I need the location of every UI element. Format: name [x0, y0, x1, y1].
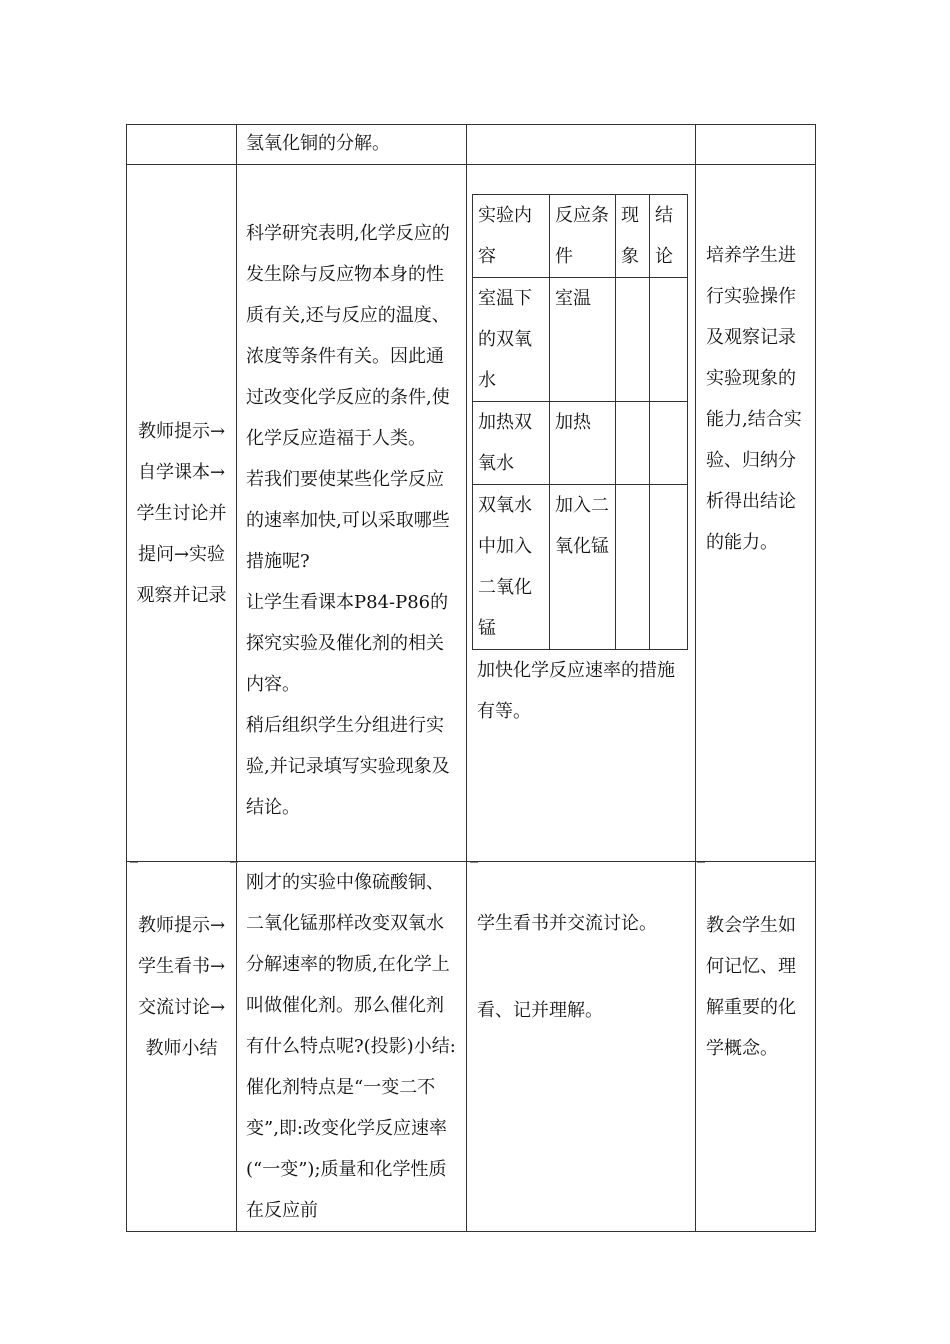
row1-content-cell: [237, 125, 467, 165]
table-row: [127, 862, 816, 1232]
cell-conclusion: [650, 485, 688, 650]
cell-phenomenon: [616, 485, 650, 650]
experiment-record-table: [472, 194, 688, 650]
row1-student-cell: [467, 125, 696, 165]
row2-content-para-2: 若我们要使某些化学反应的速率加快,可以采取哪些措施呢?: [246, 469, 450, 572]
row1-purpose-cell: [696, 125, 816, 165]
cell-phenomenon: [616, 402, 650, 485]
row2-purpose-text: 培养学生进行实验操作及观察记录实验现象的能力,结合实验、归纳分析得出结论的能力。: [706, 245, 802, 553]
table-row: [127, 125, 816, 165]
row2-student-cell: [467, 165, 696, 862]
row3-student-para-1: 学生看书并交流讨论。: [477, 913, 657, 934]
cell-condition: 室温: [550, 278, 616, 402]
header-phenomenon: 现象: [616, 195, 650, 278]
border-mark: [697, 862, 705, 863]
row2-process-cell: [127, 165, 237, 862]
row3-purpose-text: 教会学生如何记忆、理解重要的化学概念。: [706, 915, 796, 1059]
row2-content-para-1: 科学研究表明,化学反应的发生除与反应物本身的性质有关,还与反应的温度、浓度等条件有关。因此通过改变化学反应的条件,使化学反应造福于人类。: [246, 223, 450, 449]
cell-condition: 加入二氧化锰: [550, 485, 616, 650]
row3-content-cell: [237, 862, 467, 1232]
row2-content-para-3: 让学生看课本P84-P86的探究实验及催化剂的相关内容。: [246, 592, 449, 695]
border-mark: [470, 862, 478, 863]
row3-process-text: 教师提示→学生看书→交流讨论→教师小结: [137, 915, 226, 1059]
header-condition: 反应条件: [550, 195, 616, 278]
table-row: [473, 402, 688, 485]
table-row: [473, 485, 688, 650]
border-mark: [130, 862, 138, 863]
row2-measures-text: 加快化学反应速率的措施有等。: [477, 660, 675, 722]
cell-condition: 加热: [550, 402, 616, 485]
row3-student-cell: [467, 862, 696, 1232]
table-row: [127, 165, 816, 862]
row3-purpose-cell: [696, 862, 816, 1232]
cell-conclusion: [650, 278, 688, 402]
row2-purpose-cell: [696, 165, 816, 862]
row1-content-text: 氢氧化铜的分解。: [246, 133, 390, 154]
row2-content-cell: [237, 165, 467, 862]
cell-experiment: 加热双氧水: [473, 402, 550, 485]
header-conclusion: 结论: [650, 195, 688, 278]
row3-content-text: 刚才的实验中像硫酸铜、二氧化锰那样改变双氧水分解速率的物质,在化学上叫做催化剂。那么催化剂有什么特点呢?(投影)小结:催化剂特点是“一变二不变”,即:改变化学反应速率(“一变”);质量和化学性质在反应前: [246, 872, 456, 1221]
row2-process-text: 教师提示→自学课本→学生讨论并提问→实验观察并记录: [136, 420, 227, 606]
lesson-plan-table: [126, 124, 816, 1232]
cell-experiment: 室温下的双氧水: [473, 278, 550, 402]
row3-process-cell: [127, 862, 237, 1232]
row1-process-cell: [127, 125, 237, 165]
table-row: [473, 278, 688, 402]
header-experiment: 实验内容: [473, 195, 550, 278]
cell-experiment: 双氧水中加入二氧化锰: [473, 485, 550, 650]
row3-student-para-2: 看、记并理解。: [477, 1000, 603, 1021]
row2-content-para-4: 稍后组织学生分组进行实验,并记录填写实验现象及结论。: [246, 715, 450, 818]
cell-phenomenon: [616, 278, 650, 402]
cell-conclusion: [650, 402, 688, 485]
table-row: [473, 195, 688, 278]
border-mark: [230, 862, 238, 863]
